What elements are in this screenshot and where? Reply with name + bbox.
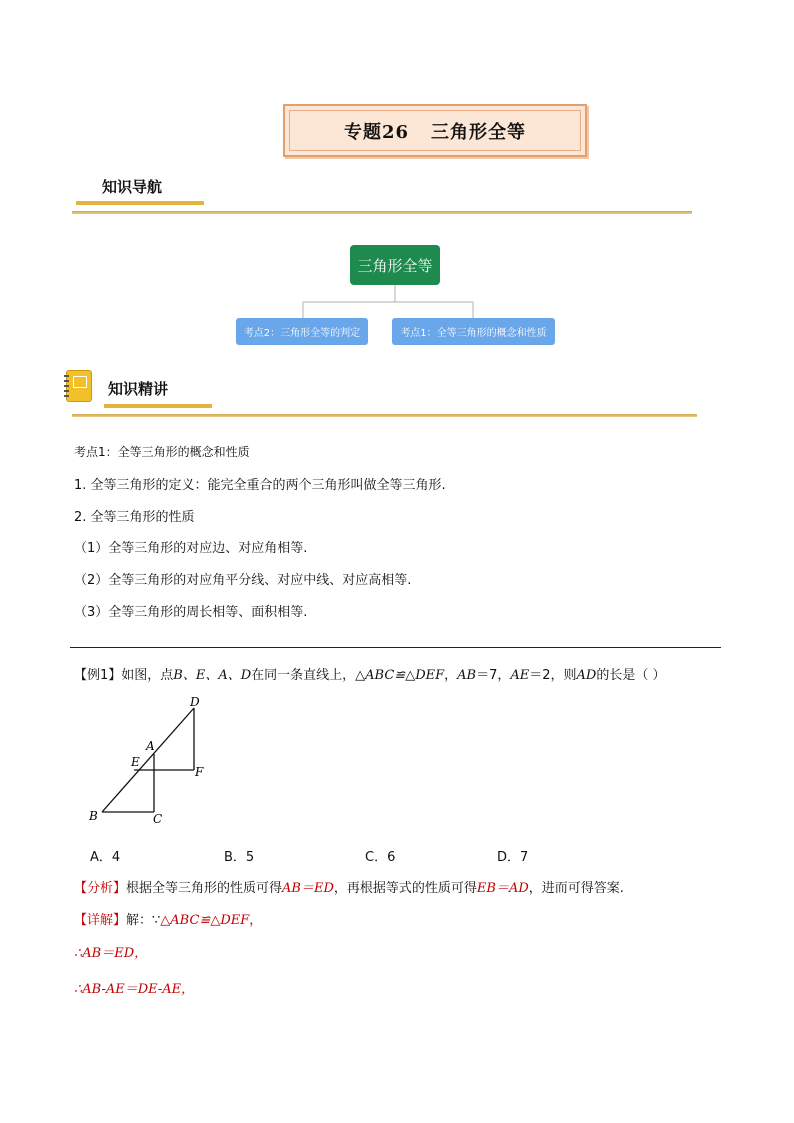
notebook-icon (66, 370, 92, 402)
mindmap-node-kaodian2: 考点2：三角形全等的判定 (236, 318, 368, 345)
label-c: C (153, 812, 163, 826)
detail-line: 【详解】解：∵△ABC≌△DEF， (74, 913, 263, 928)
content-line: （1）全等三角形的对应边、对应角相等. (74, 541, 308, 556)
section-underline (104, 404, 212, 408)
example-question: 【例1】如图，点B、E、A、D在同一条直线上，△ABC≌△DEF，AB＝7，AE＝2，则AD的长是（ ） (74, 668, 666, 683)
label-e: E (131, 755, 140, 769)
line-bd (102, 708, 194, 812)
label-f: F (195, 765, 204, 779)
detail-step: ∴AB＝ED， (74, 946, 148, 961)
option-a: A．4 (90, 850, 121, 865)
content-line: 1. 全等三角形的定义：能完全重合的两个三角形叫做全等三角形. (74, 478, 446, 493)
section-divider (72, 414, 697, 417)
horizontal-rule (70, 647, 721, 648)
title-name: 三角形全等 (431, 121, 527, 143)
content-line: （2）全等三角形的对应角平分线、对应中线、对应高相等. (74, 573, 412, 588)
content-line: 2. 全等三角形的性质 (74, 510, 195, 525)
section-heading-nav: 知识导航 (102, 178, 163, 196)
label-a: A (146, 739, 155, 753)
detail-step: ∴AB-AE＝DE-AE， (74, 982, 195, 997)
geometry-figure (80, 690, 220, 830)
label-b: B (89, 809, 98, 823)
section-heading-lecture: 知识精讲 (108, 380, 169, 398)
example-tag: 【例1】 (74, 668, 122, 683)
mindmap-root: 三角形全等 (350, 245, 440, 285)
analysis-tag: 【分析】 (74, 881, 127, 896)
kaodian-heading: 考点1：全等三角形的概念和性质 (74, 445, 250, 459)
mindmap-connectors (0, 0, 794, 330)
option-b: B．5 (224, 850, 255, 865)
mindmap-node-kaodian1: 考点1：全等三角形的概念和性质 (392, 318, 555, 345)
label-d: D (190, 695, 200, 709)
title-prefix: 专题26 (343, 121, 410, 143)
content-line: （3）全等三角形的周长相等、面积相等. (74, 605, 308, 620)
detail-tag: 【详解】 (74, 913, 127, 928)
option-c: C．6 (365, 850, 396, 865)
option-d: D．7 (497, 850, 529, 865)
analysis-line: 【分析】根据全等三角形的性质可得AB＝ED，再根据等式的性质可得EB＝AD，进而可得答案. (74, 881, 624, 896)
